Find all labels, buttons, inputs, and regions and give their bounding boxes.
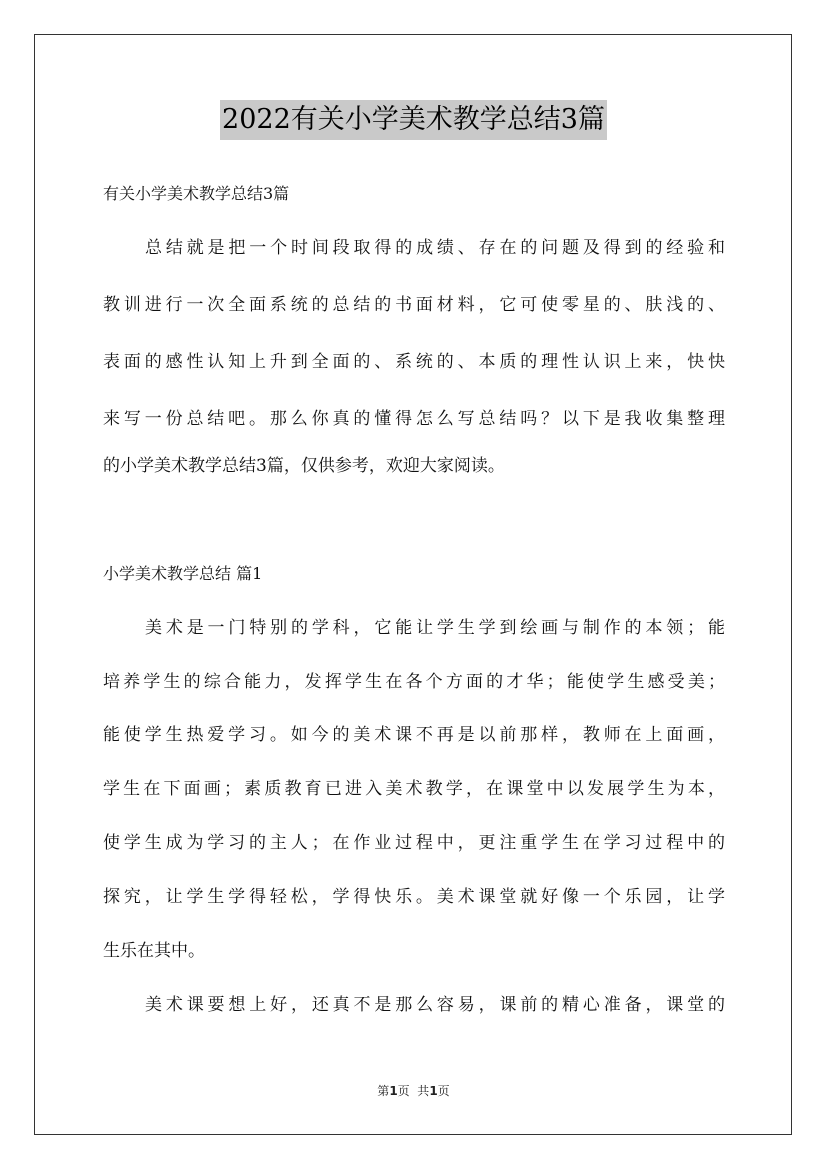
intro-line-1: 总结就是把一个时间段取得的成绩、存在的问题及得到的经验和 — [145, 238, 725, 258]
section-line-6: 探究，让学生学得轻松，学得快乐。美术课堂就好像一个乐园，让学 — [103, 887, 725, 907]
section-line-1: 美术是一门特别的学科，它能让学生学到绘画与制作的本领；能 — [145, 618, 725, 638]
title-container — [0, 100, 827, 140]
page-footer — [0, 1083, 827, 1099]
section-line-5: 使学生成为学习的主人；在作业过程中，更注重学生在学习过程中的 — [103, 833, 725, 853]
document-title: 2022有关小学美术教学总结3篇 — [220, 100, 607, 140]
footer-page-suffix: 页 — [437, 1084, 450, 1098]
intro-line-5: 的小学美术教学总结3篇，仅供参考，欢迎大家阅读。 — [103, 456, 505, 476]
closing-line: 美术课要想上好，还真不是那么容易，课前的精心准备，课堂的 — [145, 995, 725, 1015]
footer-page-prefix: 第 — [377, 1084, 390, 1098]
intro-line-4: 来写一份总结吧。那么你真的懂得怎么写总结吗？以下是我收集整理 — [103, 409, 725, 429]
section-line-4: 学生在下面画；素质教育已进入美术教学，在课堂中以发展学生为本， — [103, 779, 725, 799]
section-line-3: 能使学生热爱学习。如今的美术课不再是以前那样，教师在上面画， — [103, 725, 725, 745]
document-subtitle: 有关小学美术教学总结3篇 — [103, 184, 290, 203]
footer-page-mid: 页 共 — [397, 1084, 430, 1098]
intro-line-2: 教训进行一次全面系统的总结的书面材料，它可使零星的、肤浅的、 — [103, 295, 725, 315]
intro-line-3: 表面的感性认知上升到全面的、系统的、本质的理性认识上来，快快 — [103, 352, 725, 372]
section-heading: 小学美术教学总结 篇1 — [103, 564, 263, 583]
section-line-7: 生乐在其中。 — [103, 941, 205, 961]
footer-page-current: 1 — [389, 1084, 398, 1098]
section-line-2: 培养学生的综合能力，发挥学生在各个方面的才华；能使学生感受美； — [103, 672, 725, 692]
footer-page-total: 1 — [429, 1084, 438, 1098]
